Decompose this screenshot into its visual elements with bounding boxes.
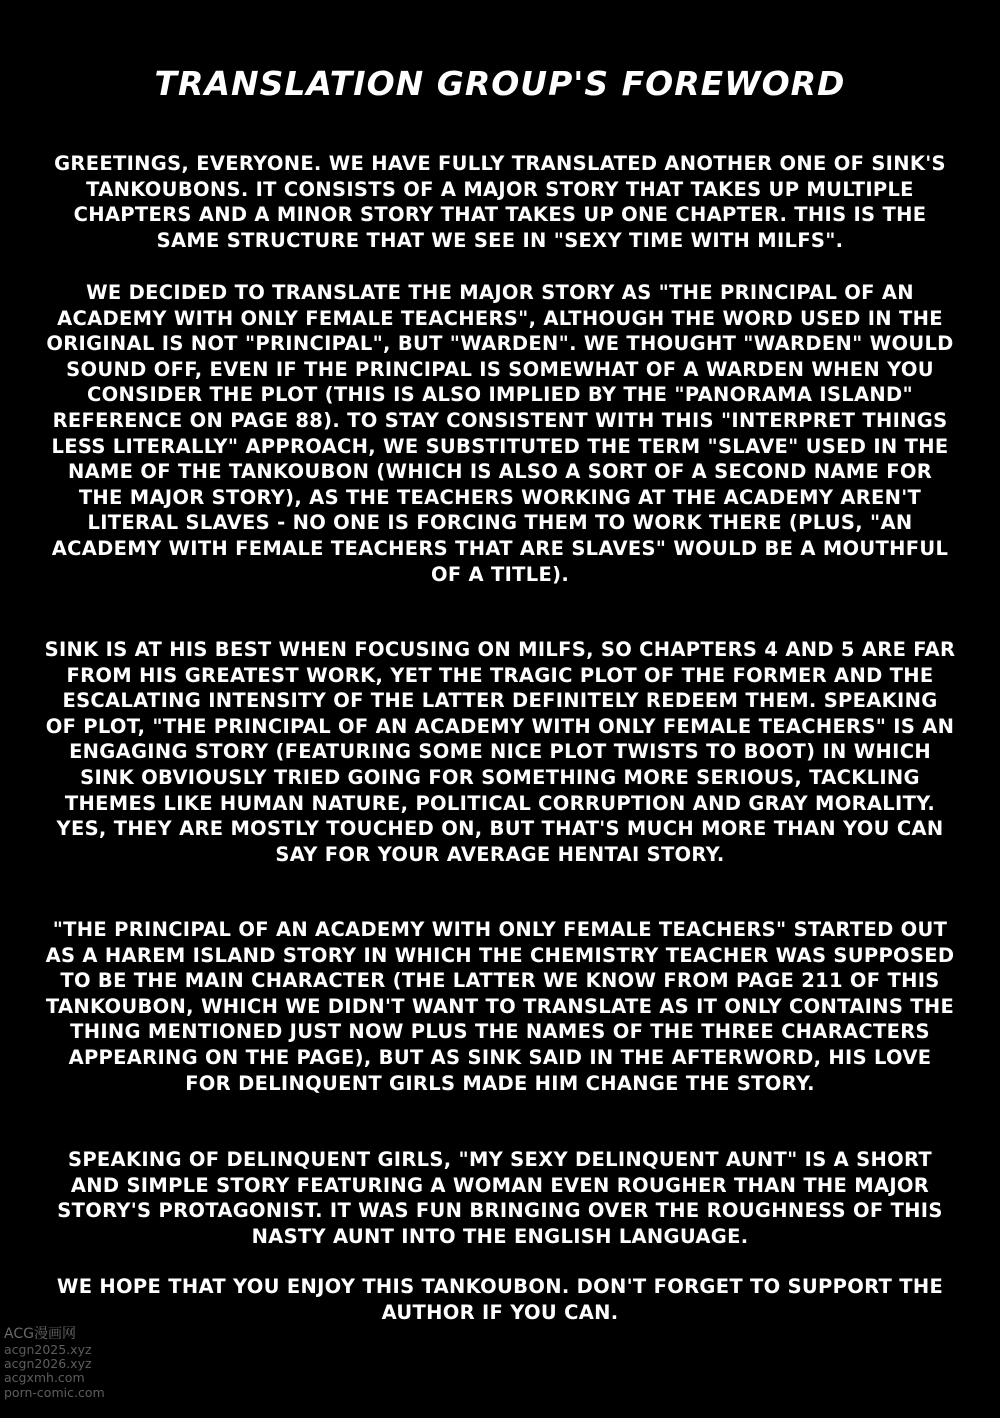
foreword-paragraph-5: SPEAKING OF DELINQUENT GIRLS, "MY SEXY DELINQUENT AUNT" IS A SHORT AND SIMPLE STORY FEATURING A WOMAN EVEN ROUGHER THAN THE MAJOR STORY'S PROTAGONIST. IT WAS FUN BRINGING OVER THE ROUGHNESS OF THIS NASTY AUNT INTO THE ENGLISH LANGUAGE.	[57, 1148, 943, 1248]
watermark-url: acgn2025.xyz	[4, 1342, 92, 1357]
watermark-url: acgn2026.xyz	[4, 1356, 92, 1372]
foreword-paragraph-2: WE DECIDED TO TRANSLATE THE MAJOR STORY AS "THE PRINCIPAL OF AN ACADEMY WITH ONLY FEMALE TEACHERS", ALTHOUGH THE WORD USED IN THE ORIGINAL IS NOT "PRINCIPAL", BUT "WARDEN". WE THOUGHT "WARDEN" WOULD SOUND OFF, EVEN IF THE PRINCIPAL IS SOMEWHAT OF A WARDEN WHEN YOU CONSIDER THE PLOT (THIS IS ALSO IMPLIED BY THE "PANORAMA ISLAND" REFERENCE ON PAGE 88). TO STAY CONSISTENT WITH THIS "INTERPRET THINGS LESS LITERALLY" APPROACH, WE SUBSTITUTED THE TERM "SLAVE" USED IN THE NAME OF THE TANKOUBON (WHICH IS ALSO A SORT OF A SECOND NAME FOR THE MAJOR STORY), AS THE TEACHERS WORKING AT THE ACADEMY AREN'T LITERAL SLAVES - NO ONE IS FORCING THEM TO WORK THERE (PLUS, "AN ACADEMY WITH FEMALE TEACHERS THAT ARE SLAVES" WOULD BE A MOUTHFUL OF A TITLE).	[46, 281, 954, 586]
page-title: TRANSLATION GROUP'S FOREWORD	[154, 64, 846, 103]
watermark-url: porn-comic.com	[4, 1384, 105, 1400]
foreword-paragraph-1: GREETINGS, EVERYONE. WE HAVE FULLY TRANSLATED ANOTHER ONE OF SINK'S TANKOUBONS. IT CONSISTS OF A MAJOR STORY THAT TAKES UP MULTIPLE CHAPTERS AND A MINOR STORY THAT TAKES UP ONE CHAPTER. THIS IS THE SAME STRUCTURE THAT WE SEE IN "SEXY TIME WITH MILFS".	[54, 152, 946, 252]
watermark-url: acgxmh.com	[4, 1370, 85, 1386]
site-watermark	[4, 1326, 164, 1400]
foreword-paragraph-6: WE HOPE THAT YOU ENJOY THIS TANKOUBON. DON'T FORGET TO SUPPORT THE AUTHOR IF YOU CAN.	[56, 1275, 944, 1324]
foreword-paragraph-3: SINK IS AT HIS BEST WHEN FOCUSING ON MILFS, SO CHAPTERS 4 AND 5 ARE FAR FROM HIS GREATEST WORK, YET THE TRAGIC PLOT OF THE FORMER AND THE ESCALATING INTENSITY OF THE LATTER DEFINITELY REDEEM THEM. SPEAKING OF PLOT, "THE PRINCIPAL OF AN ACADEMY WITH ONLY FEMALE TEACHERS" IS AN ENGAGING STORY (FEATURING SOME NICE PLOT TWISTS TO BOOT) IN WHICH SINK OBVIOUSLY TRIED GOING FOR SOMETHING MORE SERIOUS, TACKLING THEMES LIKE HUMAN NATURE, POLITICAL CORRUPTION AND GRAY MORALITY. YES, THEY ARE MOSTLY TOUCHED ON, BUT THAT'S MUCH MORE THAN YOU CAN SAY FOR YOUR AVERAGE HENTAI STORY.	[44, 638, 956, 866]
watermark-brand: ACG漫画网	[4, 1326, 76, 1342]
foreword-paragraph-4: "THE PRINCIPAL OF AN ACADEMY WITH ONLY FEMALE TEACHERS" STARTED OUT AS A HAREM ISLAND STORY IN WHICH THE CHEMISTRY TEACHER WAS SUPPOSED TO BE THE MAIN CHARACTER (THE LATTER WE KNOW FROM PAGE 211 OF THIS TANKOUBON, WHICH WE DIDN'T WANT TO TRANSLATE AS IT ONLY CONTAINS THE THING MENTIONED JUST NOW PLUS THE NAMES OF THE THREE CHARACTERS APPEARING ON THE PAGE), BUT AS SINK SAID IN THE AFTERWORD, HIS LOVE FOR DELINQUENT GIRLS MADE HIM CHANGE THE STORY.	[45, 918, 955, 1095]
